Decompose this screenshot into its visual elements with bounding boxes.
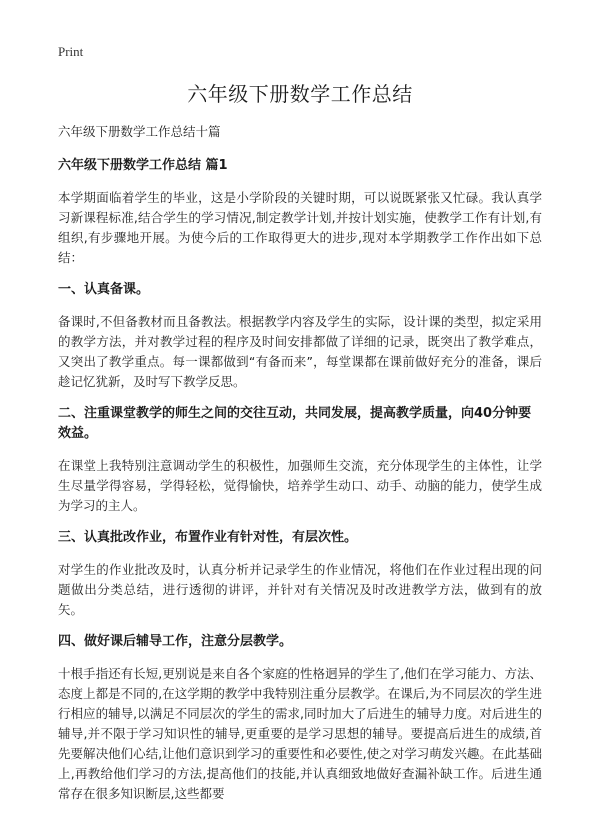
paragraph-2: 在课堂上我特别注意调动学生的积极性，加强师生交流，充分体现学生的主体性，让学生尽量学得容易，学得轻松，觉得愉快，培养学生动口、动手、动脑的能力，使学生成为学习的主人。 [58,458,542,513]
heading-4: 四、做好课后辅导工作，注意分层教学。 [58,634,293,649]
heading-1: 一、认真备课。 [58,282,150,297]
page-title: 六年级下册数学工作总结 [187,82,413,106]
heading-2: 二、注重课堂教学的师生之间的交往互动，共同发展，提高教学质量，向40分钟要效益。 [58,406,532,441]
section-title: 六年级下册数学工作总结 篇1 [58,158,228,173]
paragraph-3: 对学生的作业批改及时，认真分析并记录学生的作业情况，将他们在作业过程出现的问题做出分类总结，进行透彻的讲评，并针对有关情况及时改进教学方法，做到有的放矢。 [58,562,542,617]
paragraph-4: 十根手指还有长短,更别说是来自各个家庭的性格迥异的学生了,他们在学习能力、方法、态度上都是不同的,在这学期的教学中我特别注重分层教学。在课后,为不同层次的学生进行相应的辅导,以满足不同层次的学生的需求,同时加大了后进生的辅导力度。对后进生的辅导,并不限于学习知识性的辅导,更重要的是学习思想的辅导。要提高后进生的成绩,首先要解决他们心结,让他们意识到学习的重要性和必要性,使之对学习萌发兴趣。在此基础上,再教给他们学习的方法,提高他们的技能,并认真细致地做好查漏补缺工作。后进生通常存在很多知识断层,这些都要 [58,666,542,801]
paragraph-intro: 本学期面临着学生的毕业，这是小学阶段的关键时期，可以说既紧张又忙碌。我认真学习新课程标准,结合学生的学习情况,制定教学计划,并按计划实施，使教学工作有计划,有组织,有步骤地开展。为使今后的工作取得更大的进步,现对本学期教学工作作出如下总结： [58,190,542,265]
paragraph-1: 备课时,不但备教材而且备教法。根据教学内容及学生的实际，设计课的类型，拟定采用的教学方法，并对教学过程的程序及时间安排都做了详细的记录，既突出了教学难点，又突出了教学重点。每一课都做到“有备而来”，每堂课都在课前做好充分的准备，课后趁记忆犹新，及时写下教学反思。 [58,314,542,389]
heading-3: 三、认真批改作业，布置作业有针对性，有层次性。 [58,530,358,545]
document-subtitle: 六年级下册数学工作总结十篇 [58,124,221,139]
print-link[interactable]: Print [58,44,84,59]
